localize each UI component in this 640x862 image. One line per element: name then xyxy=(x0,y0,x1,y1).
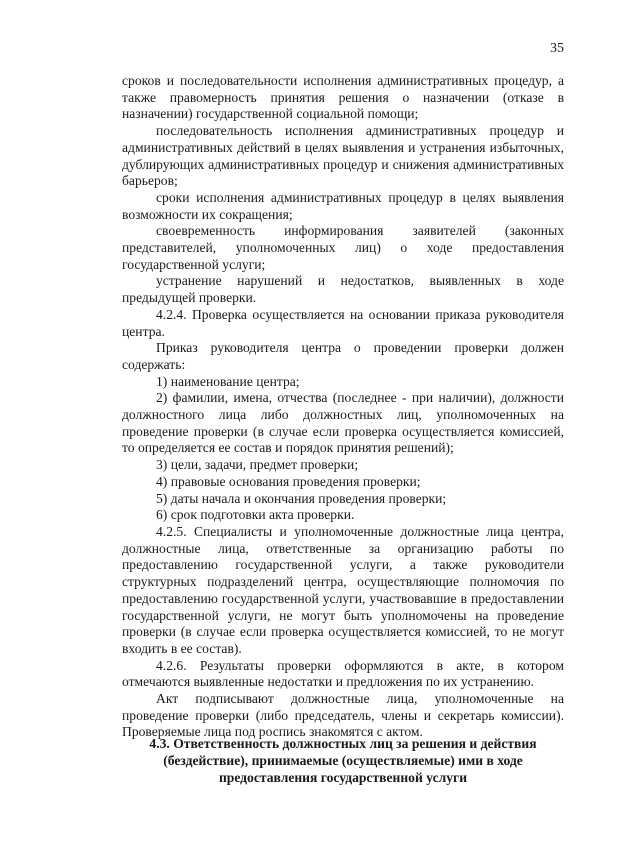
paragraph: Акт подписывают должностные лица, уполномоченные на проведение проверки (либо председатель, члены и секретарь комиссии). Проверяемые лица под роспись знакомятся с актом. xyxy=(122,691,564,740)
paragraph: 5) даты начала и окончания проведения проверки; xyxy=(156,490,447,506)
paragraph: 2) фамилии, имена, отчества (последнее - при наличии), должности должностного лица либо должностных лиц, уполномоченных на проведение проверки (в случае если проверка осуществляется комиссией, то определяется ее состав и порядок принятия решений); xyxy=(122,390,564,456)
section-heading: 4.3. Ответственность должностных лиц за решения и действия (бездействие), принимаемые (осуществляемые) ими в ходе предоставления государственной услуги xyxy=(149,736,537,785)
document-body xyxy=(122,73,564,741)
paragraph: 4.2.4. Проверка осуществляется на основании приказа руководителя центра. xyxy=(122,306,564,339)
paragraph: Приказ руководителя центра о проведении проверки должен содержать: xyxy=(122,340,564,372)
paragraph: устранение нарушений и недостатков, выявленных в ходе предыдущей проверки. xyxy=(122,273,564,306)
paragraph: 4.2.5. Специалисты и уполномоченные должностные лица центра, должностные лица, ответственные за организацию работы по предоставлению государственной услуги, а также руководители структурных подразделений центра, осуществляющие полномочия по предоставлению государственной услуги, участвовавшие в предоставлении государственной услуги, не могут быть уполномочены на проведение проверки (в случае если проверка осуществляется комиссией, то не могут входить в ее состав). xyxy=(122,523,564,656)
paragraph: последовательность исполнения административных процедур и административных действий в целях выявления и устранения избыточных, дублирующих административных процедур и снижения административных барьеров; xyxy=(122,123,564,189)
page-number: 35 xyxy=(550,41,564,56)
paragraph: 6) срок подготовки акта проверки. xyxy=(156,507,355,523)
paragraph: 4.2.6. Результаты проверки оформляются в акте, в котором отмечаются выявленные недостатки и предложения по их устранению. xyxy=(122,657,564,690)
paragraph: 1) наименование центра; xyxy=(156,373,300,389)
paragraph: сроки исполнения административных процедур в целях выявления возможности их сокращения; xyxy=(122,189,564,222)
paragraph: сроков и последовательности исполнения административных процедур, а также правомерность принятия решения о назначении (отказе в назначении) государственной социальной помощи; xyxy=(122,73,564,122)
paragraph: 3) цели, задачи, предмет проверки; xyxy=(156,457,359,473)
paragraph: своевременность информирования заявителей (законных представителей, уполномоченных лиц) о ходе предоставления государственной услуги; xyxy=(122,223,564,272)
paragraph: 4) правовые основания проведения проверки; xyxy=(156,473,421,489)
